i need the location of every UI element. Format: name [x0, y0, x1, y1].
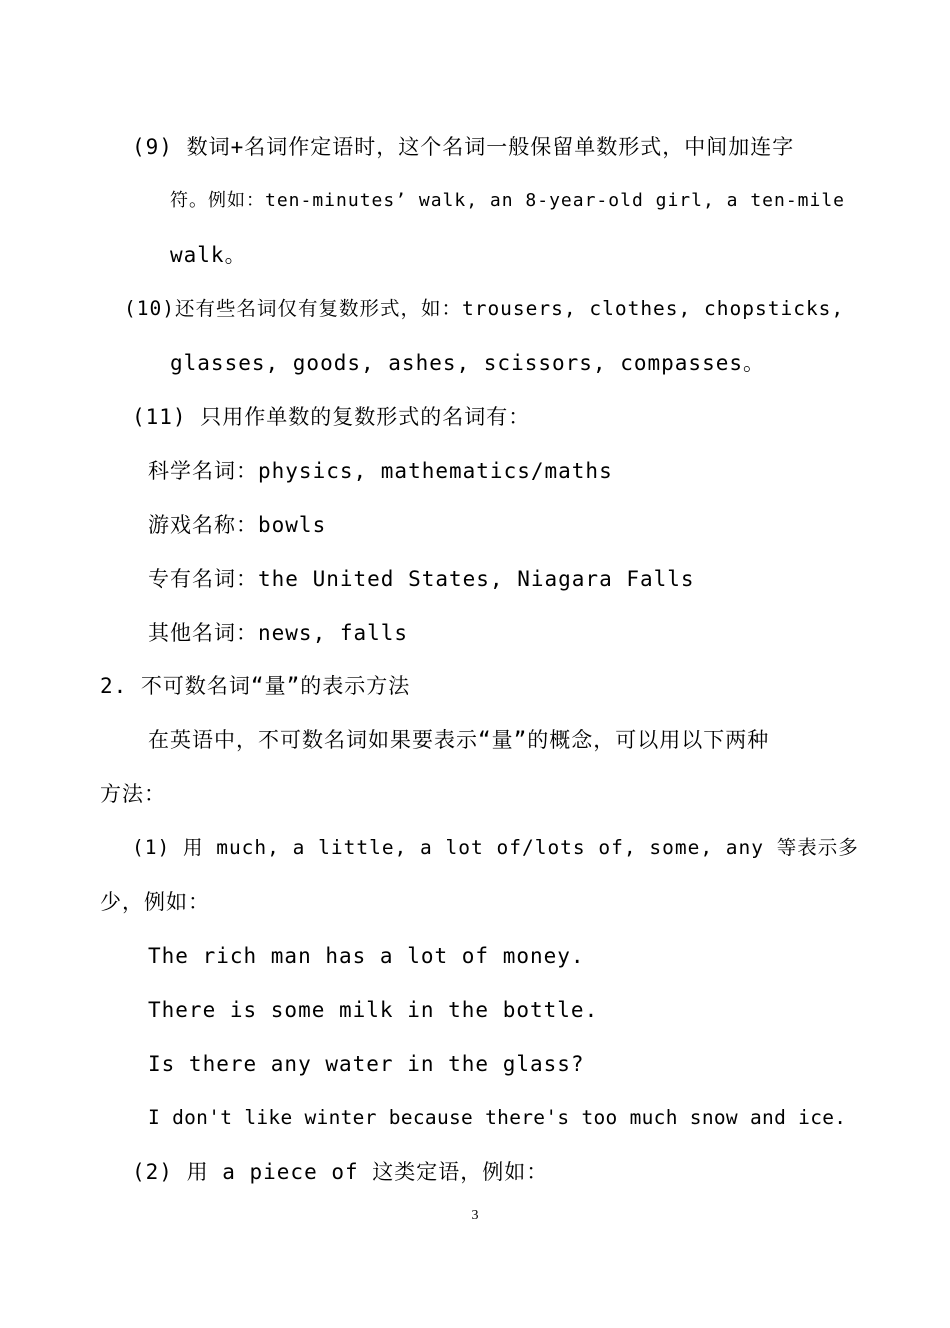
text-line-8: 游戏名称：bowls: [148, 513, 327, 537]
text-line-9: 专有名词：the United States, Niagara Falls: [148, 567, 695, 591]
example-sentence-1: The rich man has a lot of money.: [148, 944, 585, 968]
example-sentence-4: I don't like winter because there's too much snow and ice.: [148, 1106, 847, 1129]
example-sentence-3: Is there any water in the glass?: [148, 1052, 585, 1076]
text-line-14: (1) 用 much, a little, a lot of/lots of, some, any 等表示多: [132, 836, 859, 859]
page-number: 3: [471, 1208, 479, 1223]
section-heading: 2. 不可数名词“量”的表示方法: [100, 674, 411, 698]
text-line-20: (2) 用 a piece of 这类定语，例如：: [132, 1160, 549, 1184]
text-line-10: 其他名词：news, falls: [148, 621, 409, 645]
text-line-12: 在英语中，不可数名词如果要表示“量”的概念，可以用以下两种: [148, 728, 770, 752]
text-line-4: (10)还有些名词仅有复数形式，如：trousers, clothes, chopsticks,: [124, 297, 845, 320]
text-line-3: walk。: [170, 243, 247, 267]
text-line-5: glasses, goods, ashes, scissors, compasses。: [170, 351, 766, 375]
text-line-2: 符。例如：ten-minutes’ walk, an 8-year-old girl, a ten-mile: [170, 190, 846, 211]
text-line-1: (9) 数词+名词作定语时，这个名词一般保留单数形式，中间加连字: [132, 135, 795, 159]
text-line-13: 方法：: [100, 782, 166, 806]
text-line-6: (11) 只用作单数的复数形式的名词有：: [132, 405, 531, 429]
text-line-7: 科学名词：physics, mathematics/maths: [148, 459, 613, 483]
text-line-15: 少，例如：: [100, 890, 210, 914]
example-sentence-2: There is some milk in the bottle.: [148, 998, 599, 1022]
